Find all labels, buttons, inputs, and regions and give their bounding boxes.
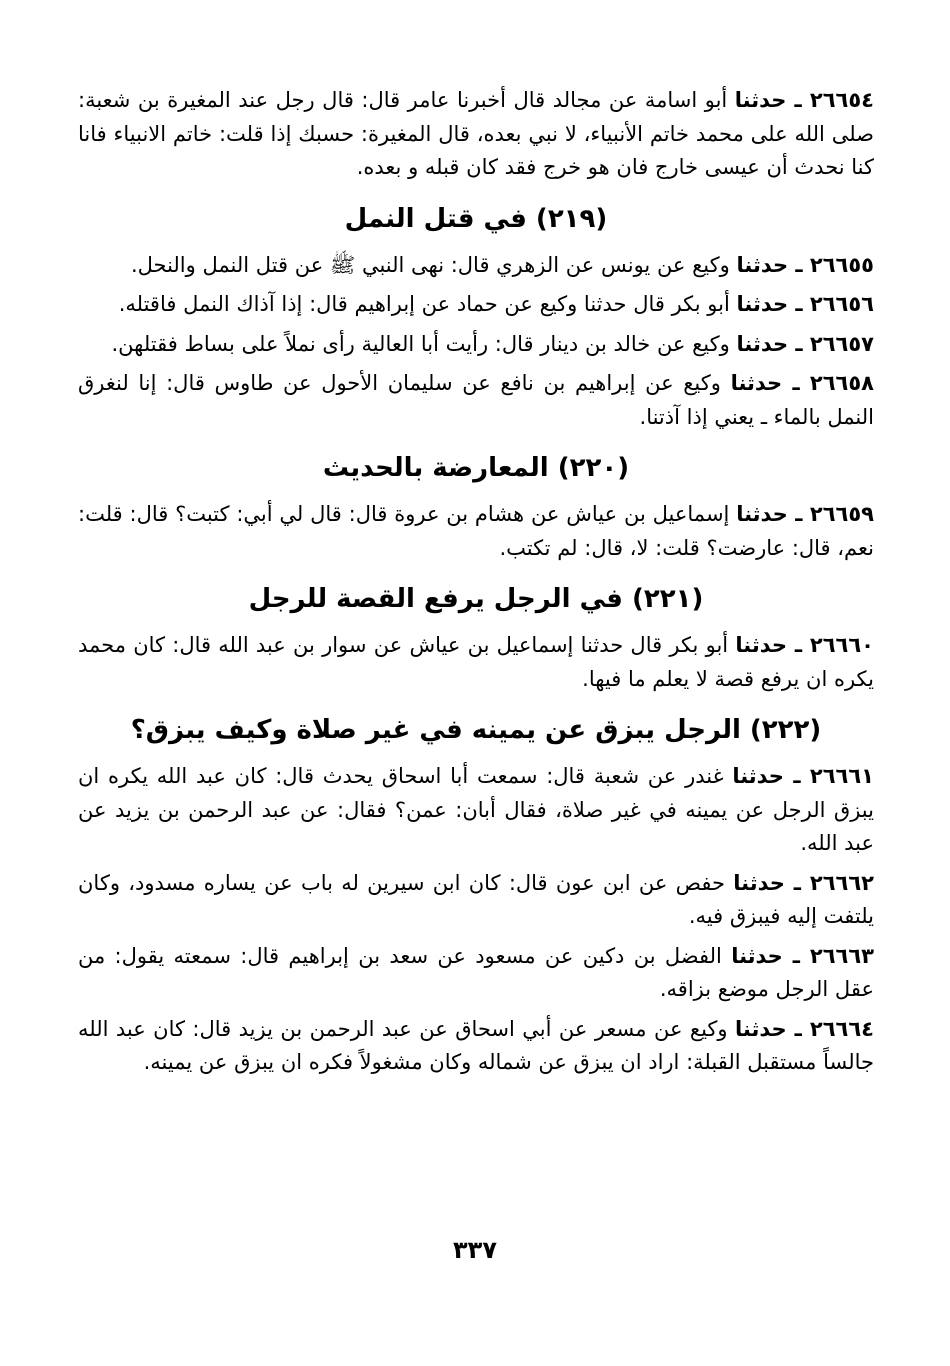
hadith-26655 <box>78 249 874 283</box>
hadith-26654 <box>78 84 874 185</box>
hadith-text: الفضل بن دكين عن مسعود عن سعد بن إبراهيم قال: سمعته يقول: من عقل الرجل موضع بزاقه. <box>78 943 874 1001</box>
section-heading-219: (٢١٩) في قتل النمل <box>344 203 608 234</box>
hadith-26663 <box>78 940 874 1007</box>
hadith-number: ٢٦٦٦٠ ـ حدثنا <box>735 633 874 657</box>
hadith-text: أبو بكر قال حدثنا وكيع عن حماد عن إبراهيم قال: إذا آذاك النمل فاقتله. <box>118 292 730 316</box>
hadith-number: ٢٦٦٥٥ ـ حدثنا <box>736 252 874 277</box>
page-number: ٣٣٧ <box>453 1236 497 1264</box>
hadith-text: أبو اسامة عن مجالد قال أخبرنا عامر قال: قال رجل عند المغيرة بن شعبة: صلى الله على محمد خاتم الأنبياء، لا نبي بعده، قال المغيرة: حسبك إذا قلت: خاتم الانبياء فانا كنا نحدث أن عيسى خارج فان هو خرج فقد كان قبله و بعده. <box>78 88 874 179</box>
hadith-text: أبو بكر قال حدثنا إسماعيل بن عياش عن سوار بن عبد الله قال: كان محمد يكره ان يرفع قصة لا يعلم ما فيها. <box>78 633 874 691</box>
hadith-26658 <box>78 367 874 434</box>
hadith-26664 <box>78 1013 874 1080</box>
hadith-number: ٢٦٦٥٤ ـ حدثنا <box>734 88 874 112</box>
hadith-number: ٢٦٦٥٨ ـ حدثنا <box>730 371 874 395</box>
section-heading-221: (٢٢١) في الرجل يرفع القصة للرجل <box>248 584 704 614</box>
hadith-text: إسماعيل بن عياش عن هشام بن عروة قال: قال لي أبي: كتبت؟ قال: قلت: نعم، قال: عارضت؟ قلت: لا، قال: لم تكتب. <box>78 502 874 560</box>
hadith-number: ٢٦٦٥٩ ـ حدثنا <box>736 502 874 526</box>
hadith-number: ٢٦٦٦١ ـ حدثنا <box>732 764 874 788</box>
hadith-number: ٢٦٦٦٤ ـ حدثنا <box>734 1016 874 1041</box>
hadith-text: وكيع عن إبراهيم بن نافع عن سليمان الأحول عن طاوس قال: إنا لنغرق النمل بالماء ـ يعني إذا آذتنا. <box>78 371 874 429</box>
document-page <box>78 84 874 1364</box>
hadith-26662 <box>78 867 874 934</box>
hadith-text: غندر عن شعبة قال: سمعت أبا اسحاق يحدث قال: كان عبد الله يكره ان يبزق الرجل عن يمينه في غير صلاة، فقال أبان: عمن؟ فقال: عن عبد الرحمن بن يزيد عن عبد الله. <box>78 764 874 855</box>
hadith-number: ٢٦٦٦٣ ـ حدثنا <box>731 943 874 968</box>
hadith-number: ٢٦٦٥٦ ـ حدثنا <box>736 292 874 316</box>
hadith-text: وكيع عن خالد بن دينار قال: رأيت أبا العالية رأى نملاً على بساط فقتلهن. <box>111 331 730 356</box>
hadith-26656 <box>78 288 874 322</box>
section-heading-220: (٢٢٠) المعارضة بالحديث <box>322 453 630 483</box>
hadith-number: ٢٦٦٥٧ ـ حدثنا <box>736 331 874 356</box>
hadith-text: وكيع عن يونس عن الزهري قال: نهى النبي ﷺ عن قتل النمل والنحل. <box>130 252 730 277</box>
section-heading-222: (٢٢٢) الرجل يبزق عن يمينه في غير صلاة وكيف يبزق؟ <box>130 715 822 745</box>
hadith-26661 <box>78 760 874 861</box>
hadith-text: حفص عن ابن عون قال: كان ابن سيرين له باب عن يساره مسدود، وكان يلتفت إليه فيبزق فيه. <box>78 870 874 928</box>
hadith-number: ٢٦٦٦٢ ـ حدثنا <box>733 870 874 895</box>
hadith-26657 <box>78 328 874 362</box>
hadith-26660 <box>78 629 874 696</box>
hadith-26659 <box>78 498 874 565</box>
hadith-text: وكيع عن مسعر عن أبي اسحاق عن عبد الرحمن بن يزيد قال: كان عبد الله جالساً مستقبل القبلة: اراد ان يبزق عن شماله وكان مشغولاً فكره ان يبزق عن يمينه. <box>78 1016 874 1074</box>
